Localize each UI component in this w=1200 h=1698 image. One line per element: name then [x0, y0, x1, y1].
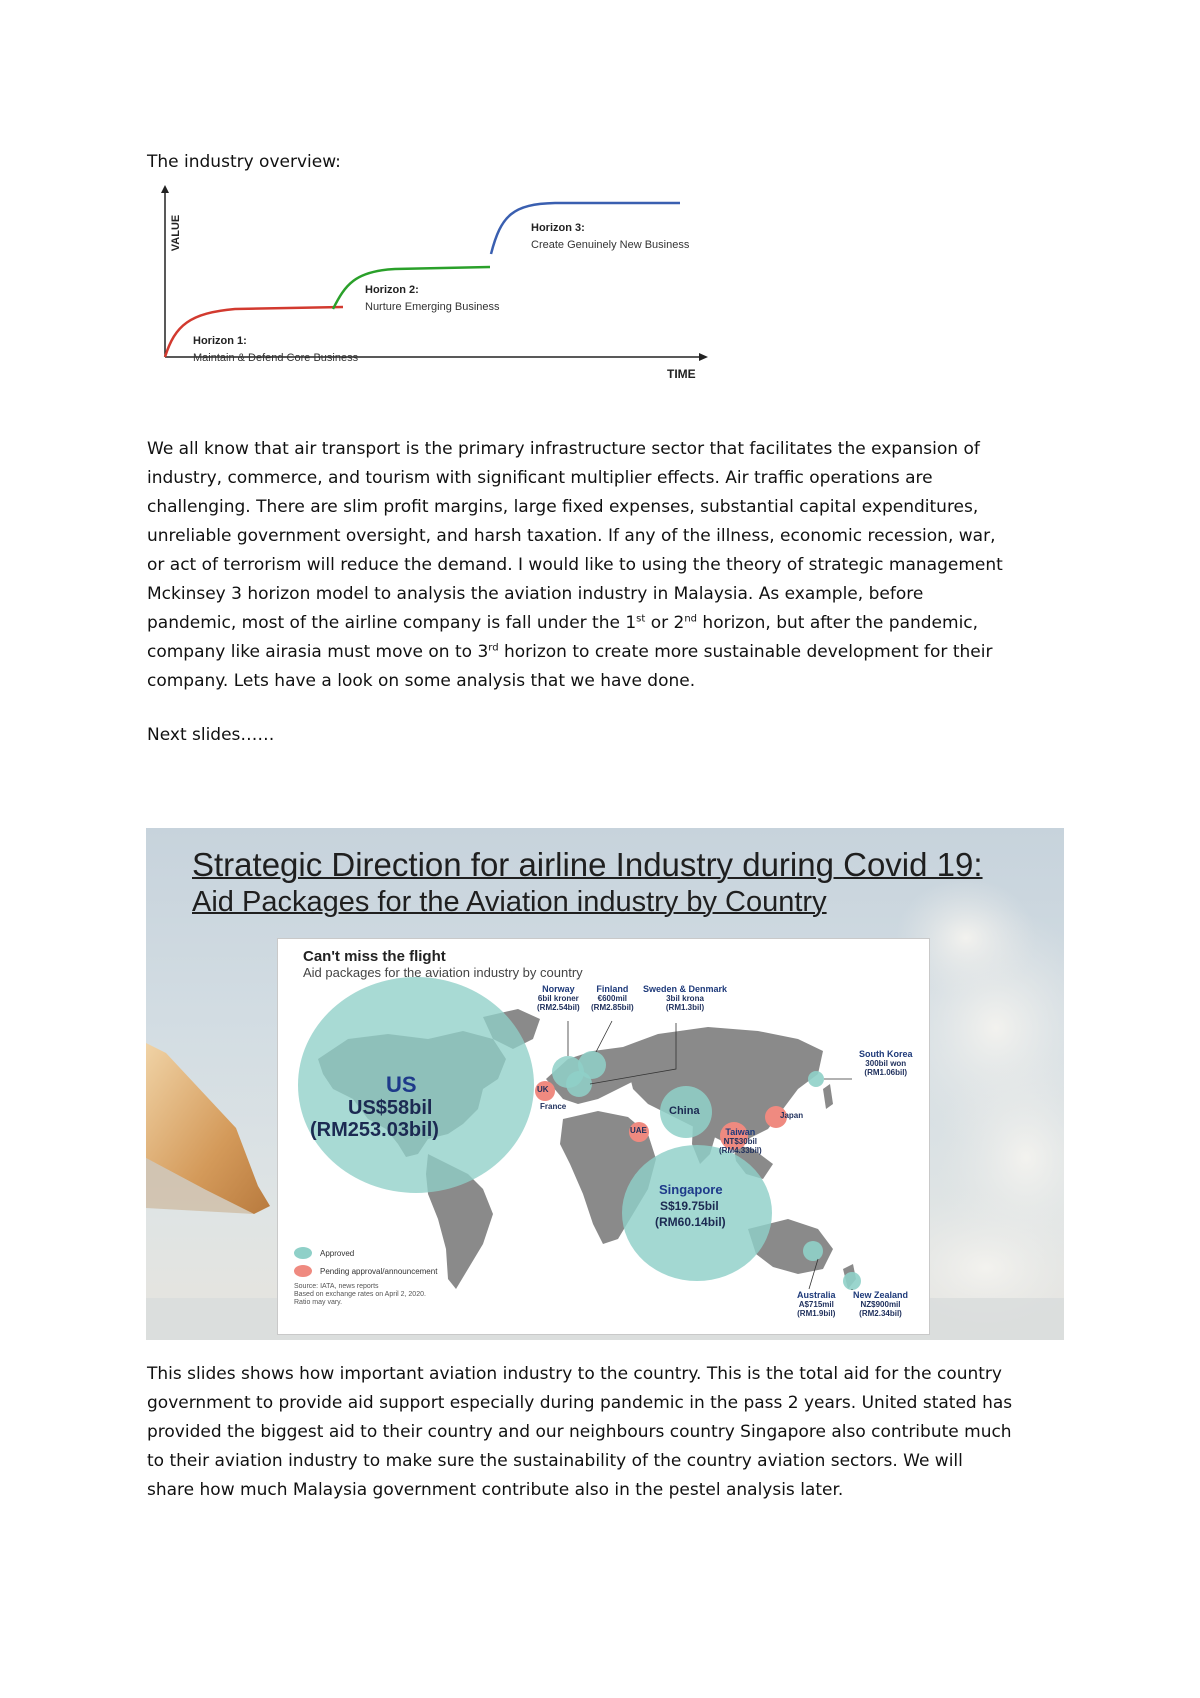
finland-leader-line — [596, 1021, 612, 1052]
aid-infographic — [277, 938, 930, 1335]
para-line: Mckinsey 3 horizon model to analysis the aviation industry in Malaysia. As example, before — [147, 584, 924, 604]
horizon-3-desc: Create Genuinely New Business — [531, 239, 690, 251]
slide-explanation-paragraph — [147, 1360, 1077, 1505]
japan-landmass — [823, 1084, 833, 1109]
horizon-3-title: Horizon 3: — [531, 222, 585, 234]
uk-label: UK — [537, 1085, 549, 1094]
legend-approved-label: Approved — [320, 1249, 355, 1258]
uae-label: UAE — [630, 1126, 647, 1135]
x-axis-label: TIME — [667, 367, 696, 381]
infographic-subtitle: Aid packages for the aviation industry by country — [303, 965, 583, 980]
singapore-amount-rm: (RM60.14bil) — [655, 1215, 726, 1229]
finland-label: Finland €600mil (RM2.85bil) — [591, 984, 634, 1012]
para-line: We all know that air transport is the primary infrastructure sector that facilitates the expansion of — [147, 439, 980, 459]
horizon-2-title: Horizon 2: — [365, 284, 419, 296]
korea-approved-bubble — [808, 1071, 824, 1087]
para-line: challenging. There are slim profit margins, large fixed expenses, substantial capital expenditures, — [147, 497, 979, 517]
horizon-1-title: Horizon 1: — [193, 335, 247, 347]
para-line: government to provide aid support especially during pandemic in the pass 2 years. United stated has — [147, 1393, 1013, 1413]
asia-landmass — [623, 1027, 823, 1144]
taiwan-label: Taiwan NT$30bil (RM4.33bil) — [719, 1127, 762, 1155]
australia-label: Australia A$715mil (RM1.9bil) — [797, 1290, 836, 1318]
singapore-approved-bubble — [622, 1145, 772, 1281]
us-amount: US$58bil — [348, 1097, 433, 1119]
us-name: US — [386, 1072, 417, 1097]
new-zealand-approved-bubble — [843, 1272, 861, 1290]
para-line: or act of terrorism will reduce the demand. I would like to using the theory of strategic management — [147, 555, 1003, 575]
source-note: Source: IATA, news reports Based on exchange rates on April 2, 2020. Ratio may vary. — [294, 1283, 426, 1306]
us-amount-rm: (RM253.03bil) — [310, 1119, 439, 1141]
para-line: This slides shows how important aviation industry to the country. This is the total aid for the country — [147, 1364, 1002, 1384]
para-line: company. Lets have a look on some analysis that we have done. — [147, 671, 696, 691]
australia-approved-bubble — [803, 1241, 823, 1261]
horizon-2-desc: Nurture Emerging Business — [365, 301, 500, 313]
y-axis-arrow — [161, 185, 169, 193]
slide-title: Strategic Direction for airline Industry during Covid 19: — [192, 846, 983, 883]
sweden-denmark-label: Sweden & Denmark 3bil krona (RM1.3bil) — [643, 984, 728, 1012]
intro-paragraph — [147, 435, 1077, 696]
y-axis-label: VALUE — [170, 214, 182, 252]
horizon-1-curve — [165, 307, 343, 357]
section-heading: The industry overview: — [147, 152, 341, 172]
para-line: to their aviation industry to make sure the sustainability of the country aviation sectors. We will — [147, 1451, 963, 1471]
slide-subtitle: Aid Packages for the Aviation industry by Country — [192, 886, 827, 918]
next-slides-text: Next slides…… — [147, 725, 275, 745]
para-line: provided the biggest aid to their country and our neighbours country Singapore also contribute much — [147, 1422, 1012, 1442]
para-line: share how much Malaysia government contribute also in the pestel analysis later. — [147, 1480, 844, 1500]
china-name: China — [669, 1105, 700, 1117]
singapore-name: Singapore — [659, 1182, 723, 1197]
legend-pending-swatch — [294, 1265, 312, 1277]
legend-approved-swatch — [294, 1247, 312, 1259]
para-line: company like airasia must move on to 3rd horizon to create more sustainable development for their — [147, 642, 993, 662]
sweden-denmark-approved-bubble — [566, 1071, 592, 1097]
para-line: unreliable government oversight, and harsh taxation. If any of the illness, economic recession, war, — [147, 526, 996, 546]
three-horizons-diagram — [155, 185, 715, 393]
south-korea-label: South Korea 300bil won (RM1.06bil) — [859, 1049, 913, 1077]
new-zealand-label: New Zealand NZ$900mil (RM2.34bil) — [853, 1290, 909, 1318]
slide-image — [146, 828, 1064, 1340]
para-line: industry, commerce, and tourism with significant multiplier effects. Air traffic operations are — [147, 468, 933, 488]
japan-label: Japan — [780, 1111, 804, 1120]
para-line: pandemic, most of the airline company is fall under the 1st or 2nd horizon, but after the pandemic, — [147, 613, 979, 633]
norway-label: Norway 6bil kroner (RM2.54bil) — [537, 984, 580, 1012]
france-label: France — [540, 1102, 567, 1111]
singapore-amount: S$19.75bil — [660, 1199, 719, 1213]
legend-pending-label: Pending approval/announcement — [320, 1267, 438, 1276]
x-axis-arrow — [699, 353, 708, 361]
infographic-title: Can't miss the flight — [303, 948, 446, 965]
horizon-1-desc: Maintain & Defend Core Business — [193, 352, 359, 364]
